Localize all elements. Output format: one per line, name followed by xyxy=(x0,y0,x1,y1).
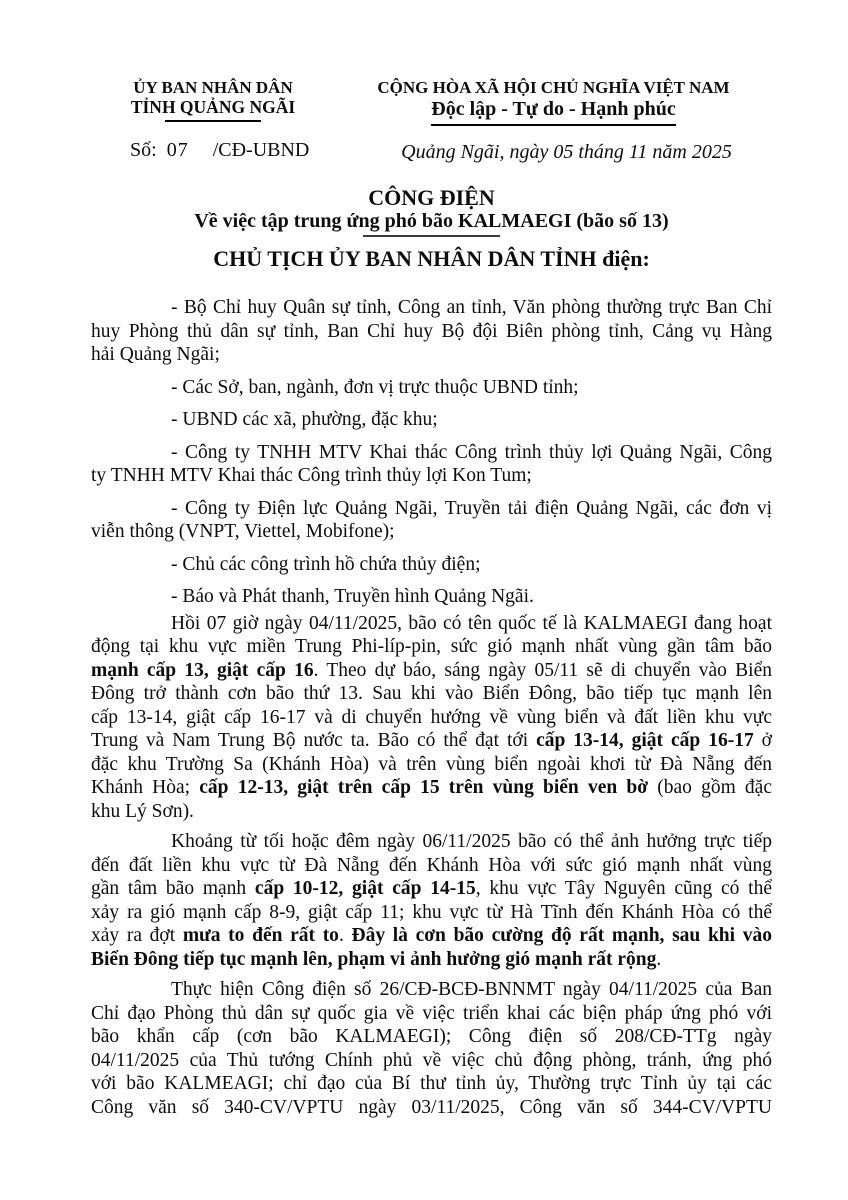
text-line: gần tâm bão mạnh cấp 10-12, giật cấp 14-15, khu vực Tây Nguyên cũng có thể xyxy=(91,878,773,899)
text-line: Khánh Hòa; cấp 12-13, giật trên cấp 15 trên vùng biển ven bờ (bao gồm đặc xyxy=(91,777,772,798)
issuing-authority-block xyxy=(91,78,335,164)
document-heading: CHỦ TỊCH ỦY BAN NHÂN DÂN TỈNH điện: xyxy=(213,246,650,271)
recipient-item xyxy=(91,376,772,400)
subject-underline xyxy=(363,235,500,237)
text-line: Biển Đông tiếp tục mạnh lên, phạm vi ảnh hưởng gió mạnh rất rộng. xyxy=(91,948,662,970)
text-line: - Công ty Điện lực Quảng Ngãi, Truyền tải điện Quảng Ngãi, các đơn vị xyxy=(171,497,772,519)
text-line: Chỉ đạo Phòng thủ dân sự quốc gia về việc triển khai các biện pháp ứng phó với xyxy=(91,1002,772,1024)
title-block xyxy=(91,186,772,272)
national-motto: Độc lập - Tự do - Hạnh phúc xyxy=(431,98,676,120)
text-line: mạnh cấp 13, giật cấp 16. Theo dự báo, sáng ngày 05/11 sẽ di chuyển vào Biển xyxy=(91,659,772,681)
body-paragraph xyxy=(91,830,772,971)
body-paragraph xyxy=(91,612,772,824)
text-line: - Các Sở, ban, ngành, đơn vị trực thuộc UBND tỉnh; xyxy=(171,376,579,398)
text-line: - Bộ Chỉ huy Quân sự tỉnh, Công an tỉnh, Văn phòng thường trực Ban Chỉ xyxy=(171,297,772,318)
document-number-label: Số: xyxy=(130,139,157,161)
text-line: xảy ra gió mạnh cấp 8-9, giật cấp 11; khu vực từ Hà Tĩnh đến Khánh Hòa có thể xyxy=(91,901,772,923)
document-title: CÔNG ĐIỆN xyxy=(368,185,495,210)
text-line: cấp 13-14, giật cấp 16-17 và di chuyển hướng về vùng biển và đất liền khu vực xyxy=(91,706,772,728)
recipient-item xyxy=(91,441,772,488)
text-line: đặc khu Trường Sa (Khánh Hòa) và trên vùng biển ngoài khơi từ Đà Nẵng đến xyxy=(91,753,772,775)
text-line: động tại khu vực miền Trung Phi-líp-pin, sức gió mạnh nhất vùng gần tâm bão xyxy=(91,636,772,657)
recipient-item xyxy=(91,296,772,367)
text-line: Trung và Nam Trung Bộ nước ta. Bão có thể đạt tới cấp 13-14, giật cấp 16-17 ở xyxy=(91,730,772,751)
national-title: CỘNG HÒA XÃ HỘI CHỦ NGHĨA VIỆT NAM xyxy=(377,78,730,97)
document-subject: Về việc tập trung ứng phó bão KALMAEGI (bão số 13) xyxy=(194,210,669,232)
recipient-item xyxy=(91,408,772,432)
text-line: Thực hiện Công điện số 26/CĐ-BCĐ-BNNMT ngày 04/11/2025 của Ban xyxy=(171,979,772,1000)
authority-underline xyxy=(165,120,261,122)
text-line: xảy ra đợt mưa to đến rất to. Đây là cơn bão cường độ rất mạnh, sau khi vào xyxy=(91,925,772,946)
text-line: - Báo và Phát thanh, Truyền hình Quảng Ngãi. xyxy=(171,586,534,607)
recipient-list xyxy=(91,296,772,609)
text-line: 04/11/2025 của Thủ tướng Chính phủ về việc chủ động phòng, tránh, ứng phó xyxy=(91,1049,772,1071)
text-line: đến đất liền khu vực từ Đà Nẵng đến Khánh Hòa với sức gió mạnh nhất vùng xyxy=(91,854,772,876)
recipient-item xyxy=(91,497,772,544)
text-line: khu Lý Sơn). xyxy=(91,800,194,822)
text-line: Đông trở thành cơn bão thứ 13. Sau khi vào Biển Đông, bão tiếp tục mạnh lên xyxy=(91,683,772,704)
recipient-item xyxy=(91,585,772,609)
text-line: ty TNHH MTV Khai thác Công trình thủy lợi Kon Tum; xyxy=(91,465,532,486)
recipient-item xyxy=(91,553,772,577)
text-line: - Công ty TNHH MTV Khai thác Công trình thủy lợi Quảng Ngãi, Công xyxy=(171,441,772,463)
motto-underline xyxy=(431,124,676,126)
text-line: Khoảng từ tối hoặc đêm ngày 06/11/2025 bão có thể ảnh hưởng trực tiếp xyxy=(171,831,772,852)
document-number-suffix: /CĐ-UBND xyxy=(212,139,310,161)
text-line: - UBND các xã, phường, đặc khu; xyxy=(171,409,438,430)
place-dateline: Quảng Ngãi, ngày 05 tháng 11 năm 2025 xyxy=(401,141,732,163)
authority-province: TỈNH QUẢNG NGÃI xyxy=(130,97,296,117)
text-line: với bão KALMEAGI; chỉ đạo của Bí thư tỉnh ủy, Thường trực Tỉnh ủy tại các xyxy=(91,1073,772,1094)
authority-name: ỦY BAN NHÂN DÂN xyxy=(133,78,293,97)
text-line: viễn thông (VNPT, Viettel, Mobifone); xyxy=(91,521,395,542)
body-paragraph xyxy=(91,978,772,1119)
text-line: huy Phòng thủ dân sự tỉnh, Ban Chỉ huy Bộ đội Biên phòng tỉnh, Cảng vụ Hàng xyxy=(91,320,772,342)
document-body xyxy=(91,612,772,1120)
text-line: bão khẩn cấp (cơn bão KALMAEGI); Công điện số 208/CĐ-TTg ngày xyxy=(91,1026,772,1047)
text-line: hải Quảng Ngãi; xyxy=(91,344,220,365)
document-header xyxy=(91,78,772,164)
national-motto-block xyxy=(335,78,772,164)
text-line: Hồi 07 giờ ngày 04/11/2025, bão có tên quốc tế là KALMAEGI đang hoạt xyxy=(171,612,772,634)
text-line: Công văn số 340-CV/VPTU ngày 03/11/2025, Công văn số 344-CV/VPTU xyxy=(91,1096,772,1118)
document-number xyxy=(91,139,335,162)
document-number-value: 07 xyxy=(166,139,189,161)
text-line: - Chủ các công trình hồ chứa thủy điện; xyxy=(171,553,481,575)
